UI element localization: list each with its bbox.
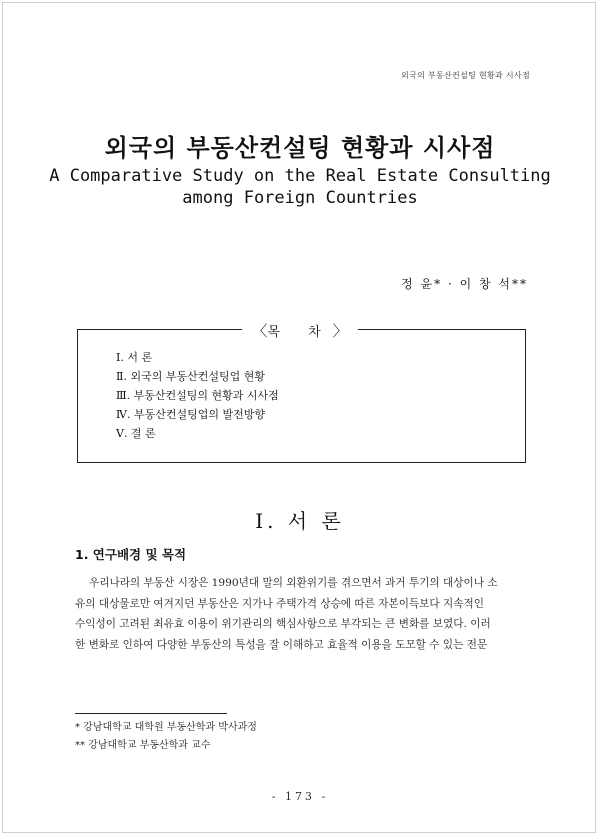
toc-item: Ⅳ. 부동산컨설팅업의 발전방향 [116, 408, 265, 421]
toc-list [116, 348, 279, 443]
body-paragraph [75, 573, 527, 655]
body-line: 한 변화로 인하여 다양한 부동산의 특성을 잘 이해하고 효율적 이용을 도모할 수 있는 전문 [75, 638, 488, 651]
footnotes [75, 719, 257, 755]
toc-bracket-left: 〈 [252, 322, 268, 340]
toc-item: Ⅴ. 결 론 [116, 427, 156, 440]
authors: 정 윤* · 이 창 석** [401, 277, 528, 291]
body-line: 우리나라의 부동산 시장은 1990년대 말의 외환위기를 겪으면서 과거 투기의 대상이나 소 [89, 577, 498, 589]
title-english-line-1: A Comparative Study on the Real Estate Consulting [49, 166, 551, 186]
toc-item: Ⅰ. 서 론 [116, 351, 153, 364]
footnote: * 강남대학교 대학원 부동산학과 박사과정 [75, 722, 257, 733]
toc-title-text: 목 차 [267, 325, 333, 340]
page-number: - 173 - [271, 790, 329, 803]
toc-item: Ⅲ. 부동산컨설팅의 현황과 시사점 [116, 389, 279, 402]
subheading: 1. 연구배경 및 목적 [75, 547, 187, 562]
toc-title [0, 320, 600, 341]
footnote: ** 강남대학교 부동산학과 교수 [75, 740, 211, 751]
title-korean: 외국의 부동산컨설팅 현황과 시사점 [104, 133, 496, 162]
body-line: 수익성이 고려된 최유효 이용이 위기관리의 핵심사항으로 부각되는 큰 변화를 보였다. 이러 [75, 618, 491, 630]
title-english-line-2: among Foreign Countries [182, 188, 418, 208]
toc-item: Ⅱ. 외국의 부동산컨설팅업 현황 [116, 370, 265, 383]
toc-bracket-right: 〉 [332, 322, 348, 340]
running-header: 외국의 부동산컨설팅 현황과 시사점 [401, 71, 530, 80]
body-line: 유의 대상물로만 여겨지던 부동산은 지가나 주택가격 상승에 따른 자본이득보다 지속적인 [75, 597, 484, 610]
footnote-divider [75, 713, 227, 714]
section-heading: Ⅰ. 서 론 [255, 509, 345, 533]
